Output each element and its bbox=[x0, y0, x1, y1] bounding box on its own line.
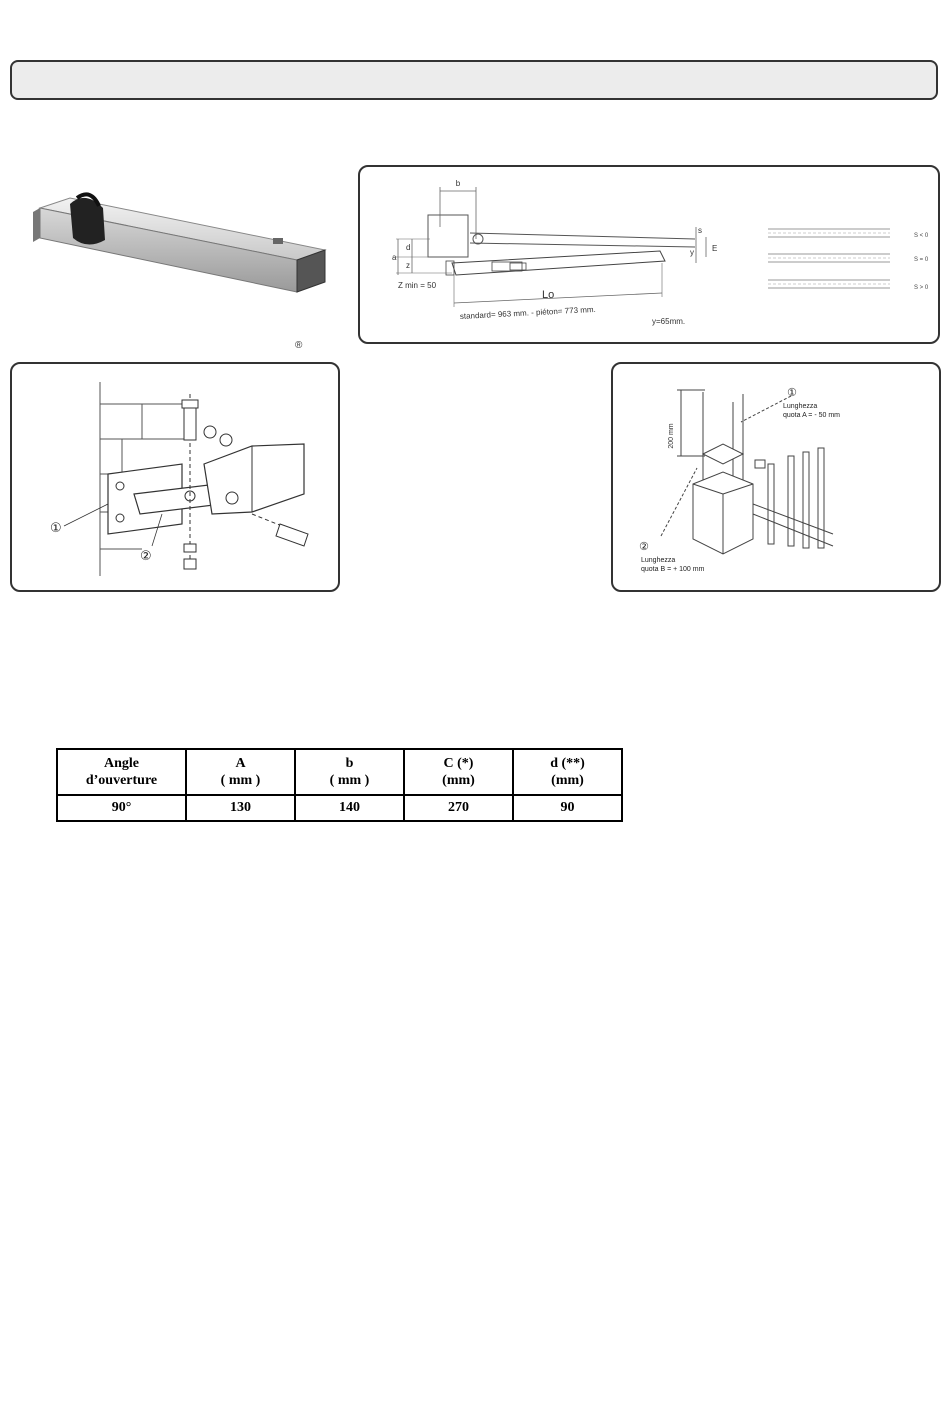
s-positive-label: S > 0 bbox=[914, 285, 929, 291]
cell-d: 90 bbox=[513, 795, 622, 821]
y-value-text: y=65mm. bbox=[652, 317, 686, 326]
section-title-bar bbox=[10, 60, 938, 100]
callout-2: ② bbox=[140, 549, 152, 564]
label-E: E bbox=[712, 244, 718, 253]
s-zero-label: S = 0 bbox=[914, 257, 929, 263]
label-b: b bbox=[455, 179, 461, 188]
cell-angle: 90° bbox=[57, 795, 186, 821]
bracket-mounting-diagram bbox=[10, 362, 340, 592]
lunghezza-b-label: Lunghezza bbox=[641, 557, 676, 564]
zmin-label: Z min = 50 bbox=[398, 281, 437, 290]
table-row bbox=[57, 795, 622, 821]
cell-A: 130 bbox=[186, 795, 295, 821]
callout-1: ① bbox=[787, 386, 797, 399]
callout-1: ① bbox=[50, 521, 62, 536]
label-y: y bbox=[690, 248, 694, 257]
actuator-photo bbox=[25, 180, 335, 350]
dimension-200mm: 200 mm bbox=[668, 423, 675, 449]
label-a: a bbox=[392, 253, 397, 262]
registered-mark: ® bbox=[295, 340, 303, 350]
cell-b: 140 bbox=[295, 795, 404, 821]
label-s: s bbox=[698, 226, 702, 235]
opening-angle-table bbox=[56, 748, 623, 822]
cell-C: 270 bbox=[404, 795, 513, 821]
label-lo: Lo bbox=[542, 289, 555, 301]
quota-a-label: quota A = - 50 mm bbox=[783, 412, 841, 419]
header-d: d (**) (mm) bbox=[513, 749, 622, 795]
header-angle: Angle d’ouverture bbox=[57, 749, 186, 795]
callout-2: ② bbox=[639, 540, 649, 553]
quota-b-label: quota B = + 100 mm bbox=[641, 566, 705, 573]
label-d: d bbox=[406, 243, 411, 252]
standard-length-text: standard= 963 mm. - piéton= 773 mm. bbox=[459, 304, 596, 321]
header-C: C (*) (mm) bbox=[404, 749, 513, 795]
installation-dimensions-diagram bbox=[358, 165, 940, 344]
s-negative-label: S < 0 bbox=[914, 233, 929, 239]
lunghezza-a-label: Lunghezza bbox=[783, 403, 818, 410]
table-header-row bbox=[57, 749, 622, 795]
label-z: z bbox=[406, 261, 410, 270]
header-b: b ( mm ) bbox=[295, 749, 404, 795]
gate-post-diagram bbox=[611, 362, 941, 592]
header-A: A ( mm ) bbox=[186, 749, 295, 795]
